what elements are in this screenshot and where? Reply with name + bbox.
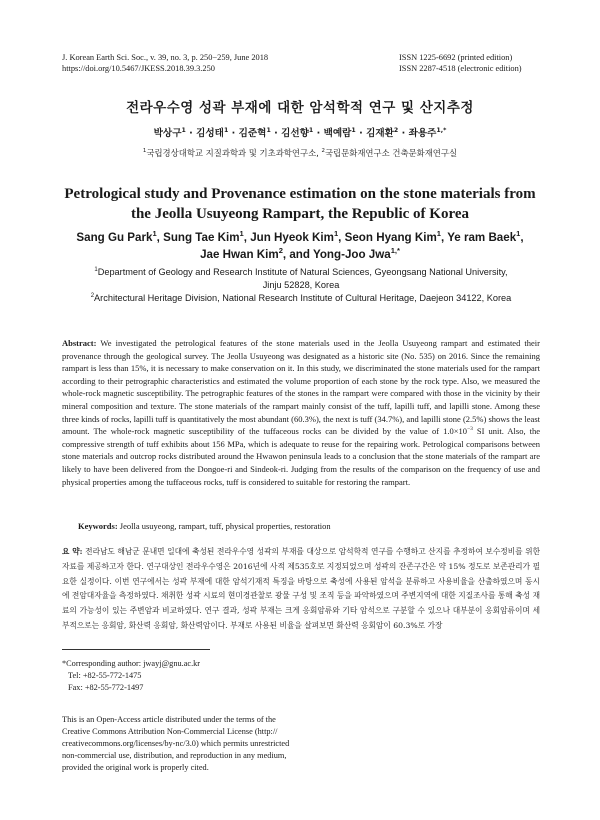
abstract-label: Abstract: [62, 338, 97, 348]
korean-abstract-label: 요 약: [62, 547, 83, 556]
keywords-label: Keywords: [78, 521, 118, 531]
korean-title: 전라우수영 성곽 부재에 대한 암석학적 연구 및 산지추정 [126, 100, 474, 116]
author: 김선향$^1$ [281, 126, 314, 139]
author: 박상구$^1$ [153, 126, 186, 139]
english-affiliations: $^1$Department of Geology and Research Institute of Natural Sciences, Gyeongsang National University, Jinju 52828, Korea $^2$Architectural Heritage Division, National Research Institute of Cultural Heritage, Daejeon 34122, Korea [90, 266, 512, 303]
footnote-divider [62, 649, 210, 650]
korean-affiliations: $^1$국립경상대학교 지질과학과 및 기초과학연구소, $^2$국립문화재연구소 건축문화재연구실 [142, 148, 458, 158]
tel: Tel: +82-55-772-1475 [68, 671, 142, 680]
issn-block [399, 52, 522, 74]
author: 김성태$^1$ [196, 126, 229, 139]
korean-authors: 박상구$^1$ · 김성태$^1$ · 김준혁$^1$ · 김선향$^1$ · 백예람$^1$ · 김재환$^2$ · 좌용주$^{1,*}$ [153, 126, 447, 139]
author: 김준혁$^1$ [238, 126, 271, 139]
english-title: Petrological study and Provenance estimation on the stone materials from the Jeolla Usuyeong Rampart, the Republic of Korea [64, 186, 536, 222]
korean-abstract: 요 약: 전라남도 해남군 문내면 일대에 축성된 전라우수영 성곽의 부재를 대상으로 암석학적 연구를 수행하고 산지를 추정하여 보수정비를 위한 자료를 제공하고자 한다. 연구대상인 전라우수영은 2016년에 사적 제535호로 지정되었으며 성곽의 잔존구간은 약 15% 정도로 보존관리가 필요한 실정이다. 이번 연구에서는 성곽 부재에 대한 암석기재적 특징을 바탕으로 축성에 사용된 암석을 분류하고 사용비율을 산출하였으며 동시에 전암대자율을 측정하였다. 채취한 성곽 시료의 현미경관찰로 광물 구성 및 조직 등을 파악하였으며 주변지역에 대한 지질조사를 통해 축성 재료의 가능성이 있는 주변암과 비교하였다. 연구 결과, 성곽 부재는 크게 응회암류와 기타 암석으로 구분할 수 있으나 대부분이 응회암류이며 세부적으로는 응회암, 화산력 응회암, 화산력암이다. 부재로 사용된 비율을 살펴보면 화산력 응회암이 60.3%로 가장 [62, 547, 540, 630]
author: 백예람$^1$ [323, 126, 356, 139]
keywords: Keywords: Jeolla usuyeong, rampart, tuff, physical properties, restoration [78, 521, 331, 531]
fax: Fax: +82-55-772-1497 [68, 683, 144, 692]
license-notice: This is an Open-Access article distributed under the terms of the Creative Commons Attribution Non-Commercial License (http:// creativecommons.org/licenses/by-nc/3.0) which permits unrestricted non-commercial use, distribution, and reproduction in any medium, provided the original work is properly cited. [62, 715, 290, 772]
issn-print: ISSN 1225-6692 (printed edition) [399, 53, 513, 62]
journal-citation [62, 52, 268, 74]
issn-electronic: ISSN 2287-4518 (electronic edition) [399, 64, 522, 73]
doi-link[interactable]: https://doi.org/10.5467/JKESS.2018.39.3.250 [62, 64, 215, 73]
english-authors: Sang Gu Park$^1$, Sung Tae Kim$^1$, Jun Hyeok Kim$^1$, Seon Hyang Kim$^1$, Ye ram Baek$^1$, Jae Hwan Kim$^2$, and Yong-Joo Jwa$^{1,*}$ [76, 229, 524, 261]
english-abstract: Abstract: We investigated the petrological features of the stone materials used in the Jeolla Usuyeong rampart and estimated their provenance through the geological survey. The Jeolla Usuyeong was designated as a historic site (No. 535) on 2016. Since the remaining rampart is less than 15%, it is necessary to make conservation on it. In this study, we discriminated the stone materials used for the rampart according to their petrographic characteristics and estimated the volume proportion of each stone by the rock type. Also, we measured the whole-rock magnetic susceptibility. The petrographic features of the stones in the rampart were compared with those in the vicinity by their mineral composition and texture. The stone materials of the rampart mainly consist of the tuff, lapilli tuff, and lapilli stone. Among these three kinds of rocks, lapilli tuff is quantitatively the most abundant (60.3%), the next is tuff (34.7%), and lapilli stone (2.5%) shows the least amount. The whole-rock magnetic susceptibility of the tuffaceous rocks can be divided by the value of $1.0\times 10^{-3}$ SI unit. Also, the compressive strength of tuff exhibits about 156 MPa, which is adequate to reuse for the repairing work. Petrological comparisons between stone materials and outcrop rocks distributed around the Hwawon peninsula leads to a conclusion that the stone materials of the rampart are likely to have been delivered from the Dongoe-ri and Sindeok-ri. Judging from the results of the comparison on the frequency of use and physical properties among the tuffaceous rocks, tuff is considered to suitable for restoring the rampart. [62, 338, 540, 487]
corresponding-author [62, 658, 262, 694]
corresponding-email[interactable]: *Corresponding author: jwayj@gnu.ac.kr [62, 659, 201, 668]
author: 좌용주$^{1,*}$ [408, 126, 447, 139]
author: 김재환$^2$ [366, 126, 399, 139]
journal-line: J. Korean Earth Sci. Soc., v. 39, no. 3, p. 250−259, June 2018 [62, 53, 269, 62]
